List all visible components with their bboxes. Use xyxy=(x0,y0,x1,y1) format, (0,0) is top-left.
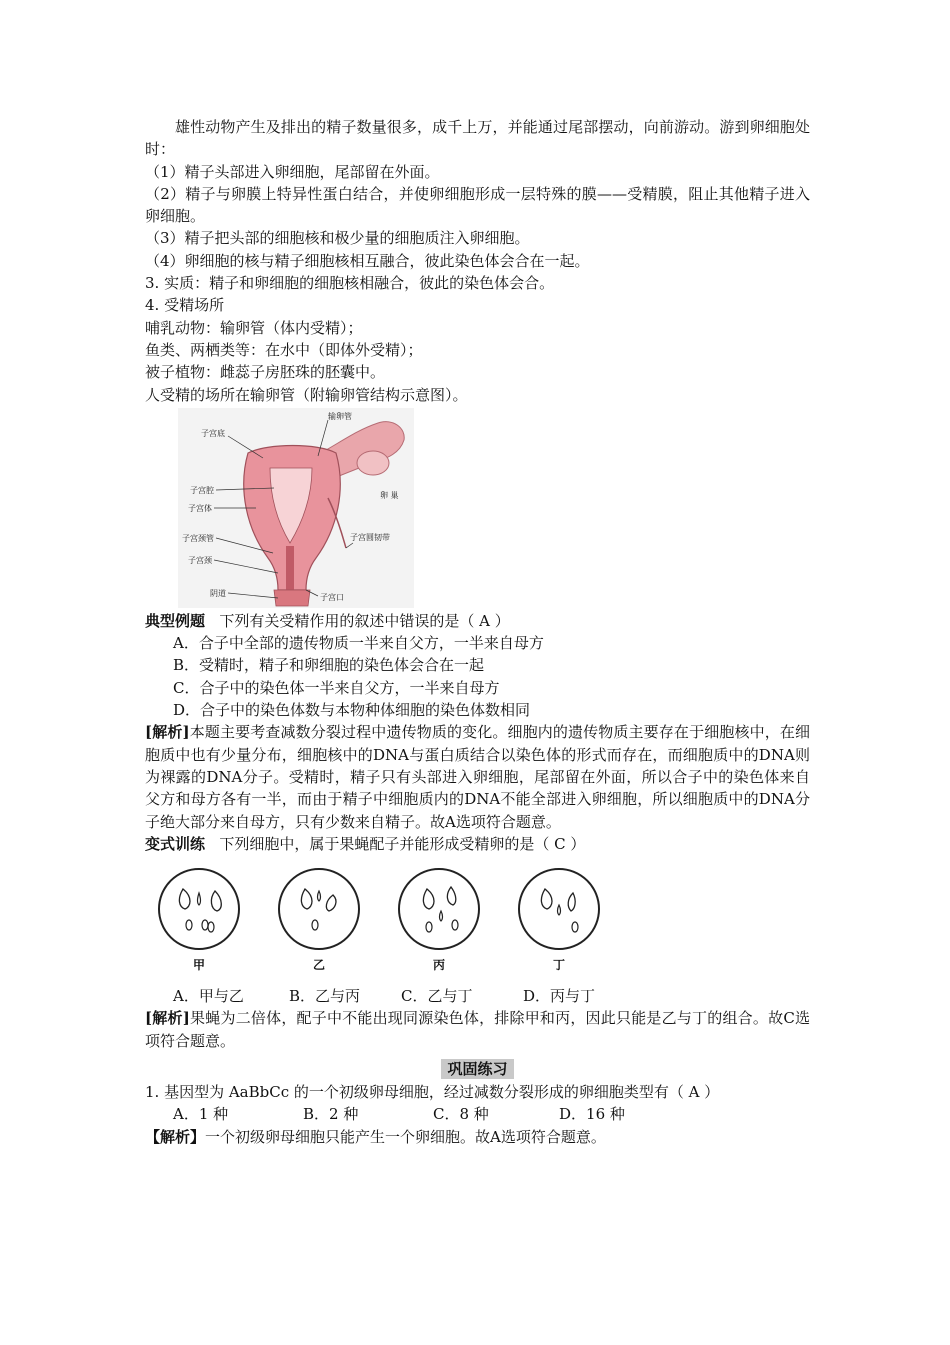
example-option-a: A．合子中全部的遗传物质一半来自父方，一半来自母方 xyxy=(173,634,544,653)
example-analysis-label: [解析] xyxy=(145,723,190,742)
practice-options xyxy=(145,1103,810,1125)
practice-option-d: D．16 种 xyxy=(559,1105,625,1124)
variant-analysis-label: [解析] xyxy=(145,1009,190,1028)
cell-yi xyxy=(279,869,359,949)
oviduct-diagram xyxy=(178,408,414,608)
example-analysis-text: 本题主要考查减数分裂过程中遗传物质的变化。细胞内的遗传物质主要存在于细胞核中，在细胞质中也有少量分布，细胞核中的DNA与蛋白质结合以染色体的形式而存在，而细胞质中的DNA则为裸露的DNA分子。受精时，精子只有头部进入卵细胞，尾部留在外面，所以合子中的染色体来自父方和母方各有一半，而由于精子中细胞质内的DNA不能全部进入卵细胞，所以细胞质中的DNA分子绝大部分来自母方，只有少数来自精子。故A选项符合题意。 xyxy=(145,723,810,831)
variant-label: 变式训练 xyxy=(145,834,206,853)
practice-question: 1. 基因型为 AaBbCc 的一个初级卵母细胞，经过减数分裂形成的卵细胞类型有（ A ） xyxy=(145,1083,720,1102)
variant-option-a: A．甲与乙 xyxy=(173,987,244,1006)
cell-label-bing: 丙 xyxy=(432,958,446,973)
practice-option-c: C．8 种 xyxy=(433,1105,489,1124)
practice-title: 巩固练习 xyxy=(441,1059,513,1079)
site-heading: 4. 受精场所 xyxy=(145,296,225,315)
variant-analysis xyxy=(145,1007,810,1052)
label-vagina: 阴道 xyxy=(210,588,226,598)
example-analysis xyxy=(145,721,810,832)
cells-figure xyxy=(157,865,627,977)
example-label: 典型例题 xyxy=(145,611,206,630)
practice-analysis-label: 【解析】 xyxy=(145,1127,206,1146)
label-ovary: 卵 巢 xyxy=(380,490,399,500)
label-isthmus: 子宫颈管 xyxy=(182,533,214,543)
step-3: （3）精子把头部的细胞核和极少量的细胞质注入卵细胞。 xyxy=(145,229,530,248)
step-2: （2）精子与卵膜上特异性蛋白结合，并使卵细胞形成一层特殊的膜——受精膜，阻止其他精子进入卵细胞。 xyxy=(145,184,810,226)
example-option-b: B．受精时，精子和卵细胞的染色体会合在一起 xyxy=(173,656,485,675)
document-page xyxy=(145,116,810,1148)
site-fish: 鱼类、两栖类等：在水中（即体外受精）； xyxy=(145,340,423,359)
cell-label-ding: 丁 xyxy=(552,958,566,973)
label-os: 子宫口 xyxy=(320,592,344,602)
cell-label-jia: 甲 xyxy=(192,958,206,973)
label-tube: 输卵管 xyxy=(328,411,352,421)
chromosome-cells xyxy=(157,865,627,977)
practice-analysis-text: 一个初级卵母细胞只能产生一个卵细胞。故A选项符合题意。 xyxy=(205,1127,606,1146)
cell-jia xyxy=(159,869,239,949)
site-plant: 被子植物：雌蕊子房胚珠的胚囊中。 xyxy=(145,363,386,382)
label-body: 子宫体 xyxy=(188,503,212,513)
cell-label-yi: 乙 xyxy=(312,958,326,973)
variant-options xyxy=(145,985,810,1007)
example-option-d: D．合子中的染色体数与本物种体细胞的染色体数相同 xyxy=(173,701,531,720)
variant-option-c: C．乙与丁 xyxy=(401,987,473,1006)
intro-paragraph: 雄性动物产生及排出的精子数量很多，成千上万，并能通过尾部摆动，向前游动。游到卵细胞处时： xyxy=(145,118,810,159)
practice-analysis xyxy=(145,1126,810,1148)
step-1: （1）精子头部进入卵细胞，尾部留在外面。 xyxy=(145,162,440,181)
example-question: 下列有关受精作用的叙述中错误的是（ A ） xyxy=(219,611,510,630)
variant-option-d: D．丙与丁 xyxy=(523,987,596,1006)
essence-line: 3. 实质：精子和卵细胞的细胞核相融合，彼此的染色体会合。 xyxy=(145,274,555,293)
label-ligament: 子宫圆韧带 xyxy=(350,532,390,542)
example-option-c: C．合子中的染色体一半来自父方，一半来自母方 xyxy=(173,678,500,697)
variant-question: 下列细胞中，属于果蝇配子并能形成受精卵的是（ C ） xyxy=(219,834,586,853)
variant-question-line xyxy=(145,833,810,855)
uterus-illustration xyxy=(178,408,414,608)
cell-bing xyxy=(399,869,479,949)
label-cervix: 子宫颈 xyxy=(188,555,212,565)
label-fundus: 子宫底 xyxy=(201,428,225,438)
label-cavity: 子宫腔 xyxy=(190,485,214,495)
variant-option-b: B．乙与丙 xyxy=(289,987,361,1006)
step-4: （4）卵细胞的核与精子细胞核相互融合，彼此染色体会合在一起。 xyxy=(145,251,590,270)
practice-option-b: B．2 种 xyxy=(303,1105,359,1124)
example-question-line xyxy=(145,610,810,632)
variant-analysis-text: 果蝇为二倍体，配子中不能出现同源染色体，排除甲和丙，因此只能是乙与丁的组合。故C选项符合题意。 xyxy=(145,1009,811,1050)
practice-option-a: A．1 种 xyxy=(173,1105,229,1124)
practice-title-box xyxy=(145,1058,810,1079)
site-human: 人受精的场所在输卵管（附输卵管结构示意图）。 xyxy=(145,385,468,404)
site-mammal: 哺乳动物：输卵管（体内受精）； xyxy=(145,318,363,337)
cell-ding xyxy=(519,869,599,949)
